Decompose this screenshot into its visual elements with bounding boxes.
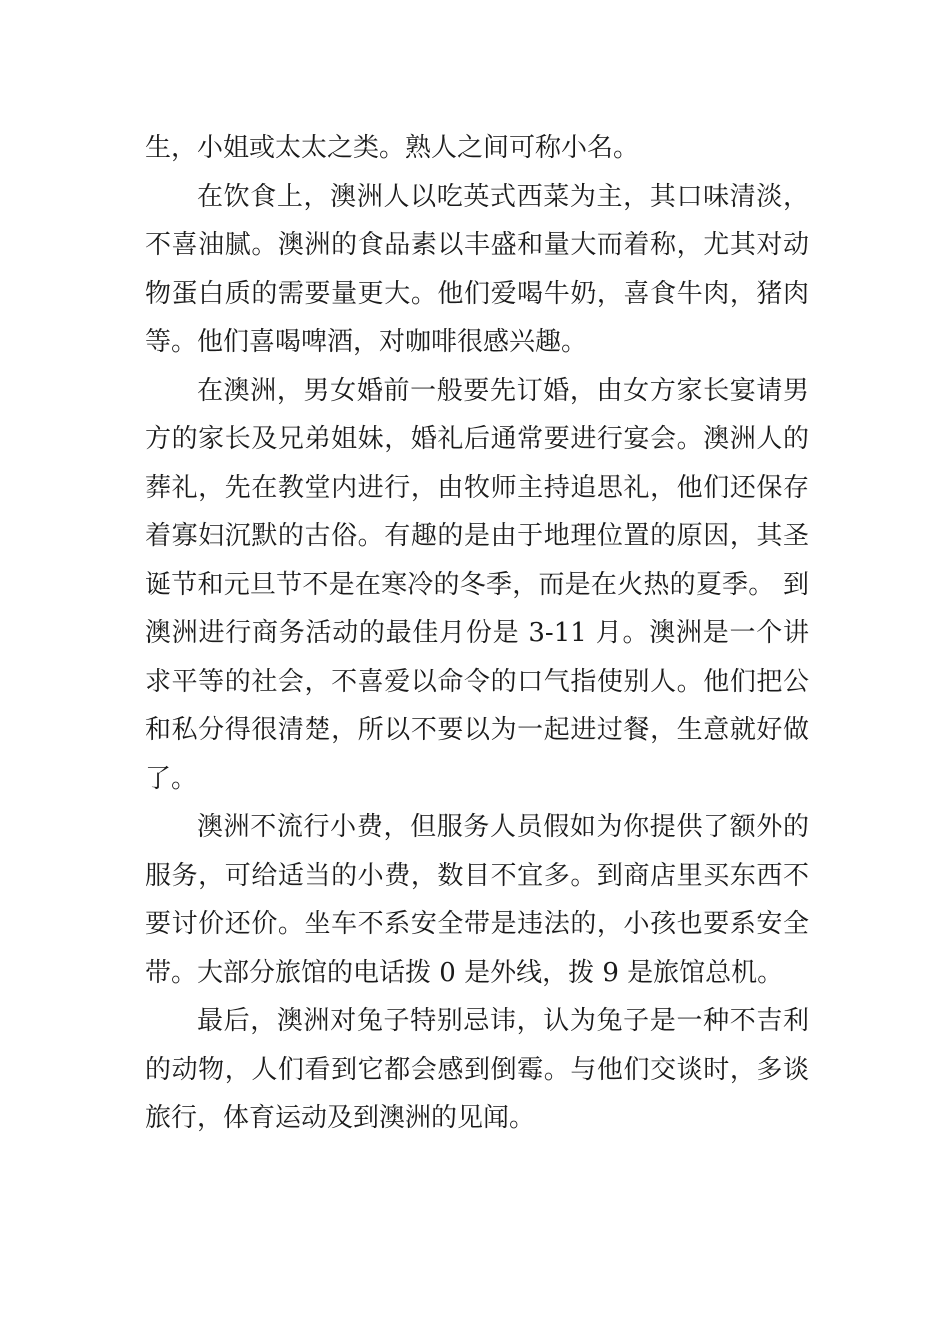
document-body [145, 124, 809, 1143]
paragraph-tipping-etiquette: 澳洲不流行小费，但服务人员假如为你提供了额外的服务，可给适当的小费，数目不宜多。到商店里买东西不要讨价还价。坐车不系安全带是违法的，小孩也要系安全带。大部分旅馆的电话拨 0 是外线，拨 9 是旅馆总机。 [145, 812, 809, 988]
paragraph-continuation: 生，小姐或太太之类。熟人之间可称小名。 [145, 133, 640, 163]
paragraph-diet: 在饮食上，澳洲人以吃英式西菜为主，其口味清淡，不喜油腻。澳洲的食品素以丰盛和量大而着称，尤其对动物蛋白质的需要量更大。他们爱喝牛奶，喜食牛肉，猪肉等。他们喜喝啤酒，对咖啡很感兴趣。 [145, 181, 809, 357]
paragraph-taboos: 最后，澳洲对兔子特别忌讳，认为兔子是一种不吉利的动物，人们看到它都会感到倒霉。与他们交谈时，多谈旅行，体育运动及到澳洲的见闻。 [145, 1006, 809, 1133]
paragraph-customs-business: 在澳洲，男女婚前一般要先订婚，由女方家长宴请男方的家长及兄弟姐妹，婚礼后通常要进行宴会。澳洲人的葬礼，先在教堂内进行，由牧师主持追思礼，他们还保存着寡妇沉默的古俗。有趣的是由于地理位置的原因，其圣诞节和元旦节不是在寒冷的冬季，而是在火热的夏季。 到澳洲进行商务活动的最佳月份是 3-11 月。澳洲是一个讲求平等的社会，不喜爱以命令的口气指使别人。他们把公和私分得很清楚，所以不要以为一起进过餐，生意就好做了。 [145, 375, 809, 794]
